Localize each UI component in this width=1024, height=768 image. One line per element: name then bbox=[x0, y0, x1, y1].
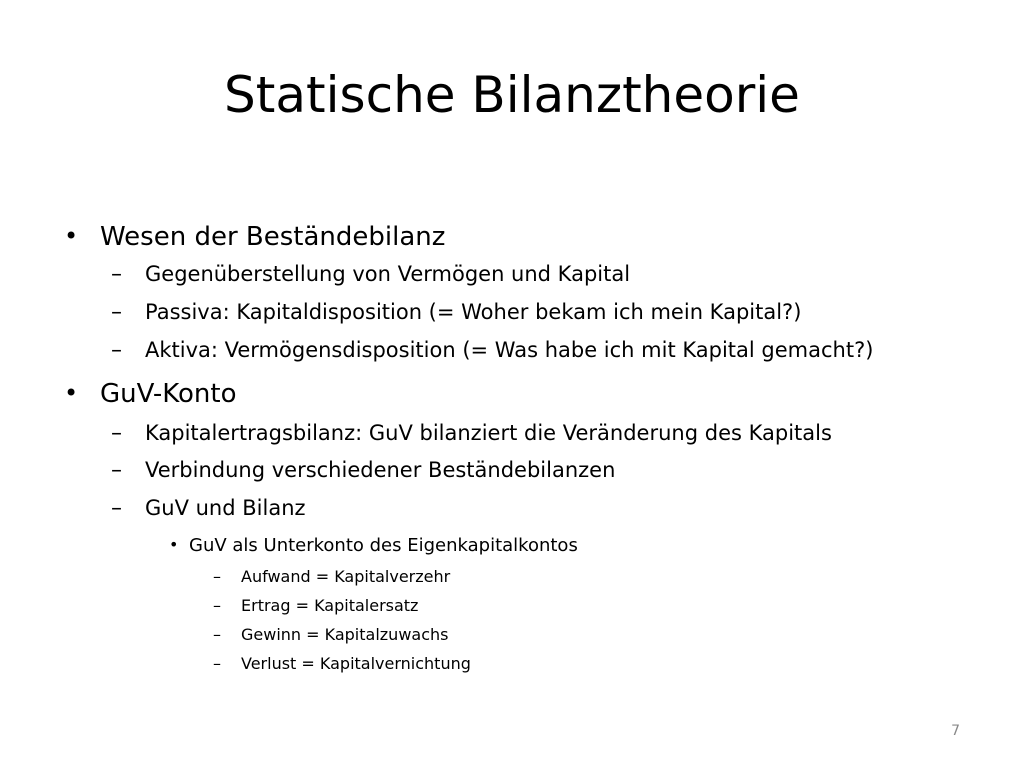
dash-marker: – bbox=[213, 654, 221, 673]
list-item-text: Aufwand = Kapitalverzehr bbox=[241, 567, 451, 586]
dash-marker: – bbox=[111, 262, 122, 287]
dash-marker: – bbox=[111, 458, 122, 483]
dash-marker: – bbox=[213, 567, 221, 586]
list-item-text: Gewinn = Kapitalzuwachs bbox=[241, 625, 449, 644]
list-item-text: Ertrag = Kapitalersatz bbox=[241, 596, 419, 615]
dash-marker: – bbox=[111, 300, 122, 325]
list-item-text: GuV als Unterkonto des Eigenkapitalkontos bbox=[189, 535, 578, 556]
list-item-text: Kapitalertragsbilanz: GuV bilanziert die Veränderung des Kapitals bbox=[145, 421, 832, 445]
bullet-marker: • bbox=[169, 535, 179, 554]
list-item-text: Verbindung verschiedener Beständebilanzen bbox=[145, 458, 616, 482]
list-item-text: GuV und Bilanz bbox=[145, 496, 306, 520]
dash-marker: – bbox=[111, 338, 122, 363]
dash-marker: – bbox=[213, 596, 221, 615]
bullet-marker: • bbox=[64, 379, 79, 407]
slide-title: Statische Bilanztheorie bbox=[224, 66, 800, 124]
list-item-text: GuV-Konto bbox=[100, 379, 237, 409]
list-item-text: Gegenüberstellung von Vermögen und Kapital bbox=[145, 262, 631, 286]
list-item-text: Wesen der Beständebilanz bbox=[100, 222, 446, 252]
list-item-text: Aktiva: Vermögensdisposition (= Was habe ich mit Kapital gemacht?) bbox=[145, 338, 874, 362]
page-number: 7 bbox=[951, 723, 960, 739]
dash-marker: – bbox=[213, 625, 221, 644]
dash-marker: – bbox=[111, 496, 122, 521]
bullet-marker: • bbox=[64, 222, 79, 250]
list-item-text: Passiva: Kapitaldisposition (= Woher bekam ich mein Kapital?) bbox=[145, 300, 802, 324]
list-item-text: Verlust = Kapitalvernichtung bbox=[241, 654, 471, 673]
dash-marker: – bbox=[111, 421, 122, 446]
